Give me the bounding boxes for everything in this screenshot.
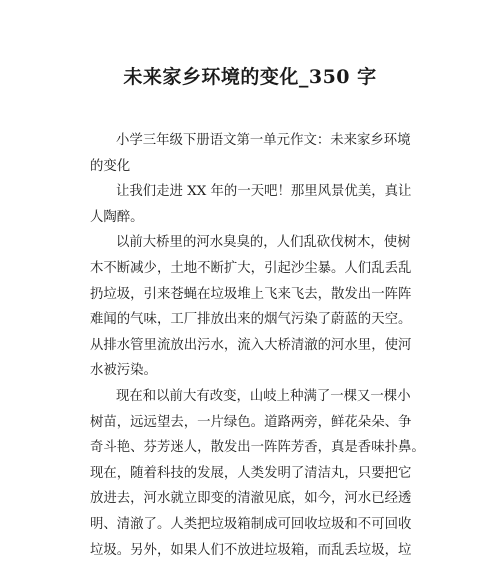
paragraph-4	[90, 384, 425, 563]
text-line: 的变化	[90, 158, 131, 174]
text-line: 小学三年级下册语文第一单元作文：未来家乡环境	[116, 133, 411, 148]
text-line: 现在，随着科技的发展，人类发明了清洁丸，只要把它	[90, 465, 412, 481]
text-line: 现在和以前大有改变，山岐上种满了一棵又一棵小	[116, 388, 411, 404]
text-line: 放进去，河水就立即变的清澈见底，如今，河水已经透	[90, 491, 412, 507]
document-title: 未来家乡环境的变化_350 字	[123, 66, 377, 88]
document-body	[90, 128, 425, 563]
text-line: 以前大桥里的河水臭臭的，人们乱砍伐树木，使树	[116, 235, 411, 251]
text-line: 难闻的气味，工厂排放出来的烟气污染了蔚蓝的天空。	[90, 312, 412, 328]
text-line: 让我们走进 XX 年的一天吧！那里风景优美，真让	[116, 184, 412, 200]
text-line: 垃圾。另外，如果人们不放进垃圾箱，而乱丢垃圾，垃	[90, 542, 412, 558]
text-line: 人陶醉。	[90, 209, 144, 225]
text-line: 树苗，远远望去，一片绿色。道路两旁，鲜花朵朵、争	[90, 414, 412, 430]
paragraph-2	[90, 179, 416, 230]
text-line: 从排水管里流放出污水，流入大桥清澈的河水里，使河	[90, 337, 412, 353]
paragraph-3	[90, 230, 416, 384]
text-line: 木不断减少，土地不断扩大，引起沙尘暴。人们乱丢乱	[90, 260, 412, 276]
text-line: 扔垃圾，引来苍蝇在垃圾堆上飞来飞去，散发出一阵阵	[90, 286, 412, 302]
text-line: 水被污染。	[90, 363, 157, 379]
text-line: 明、清澈了。人类把垃圾箱制成可回收垃圾和不可回收	[90, 516, 412, 532]
text-line: 奇斗艳、芬芳迷人，散发出一阵阵芳香，真是香味扑鼻。	[90, 440, 425, 456]
paragraph-1	[90, 128, 416, 179]
